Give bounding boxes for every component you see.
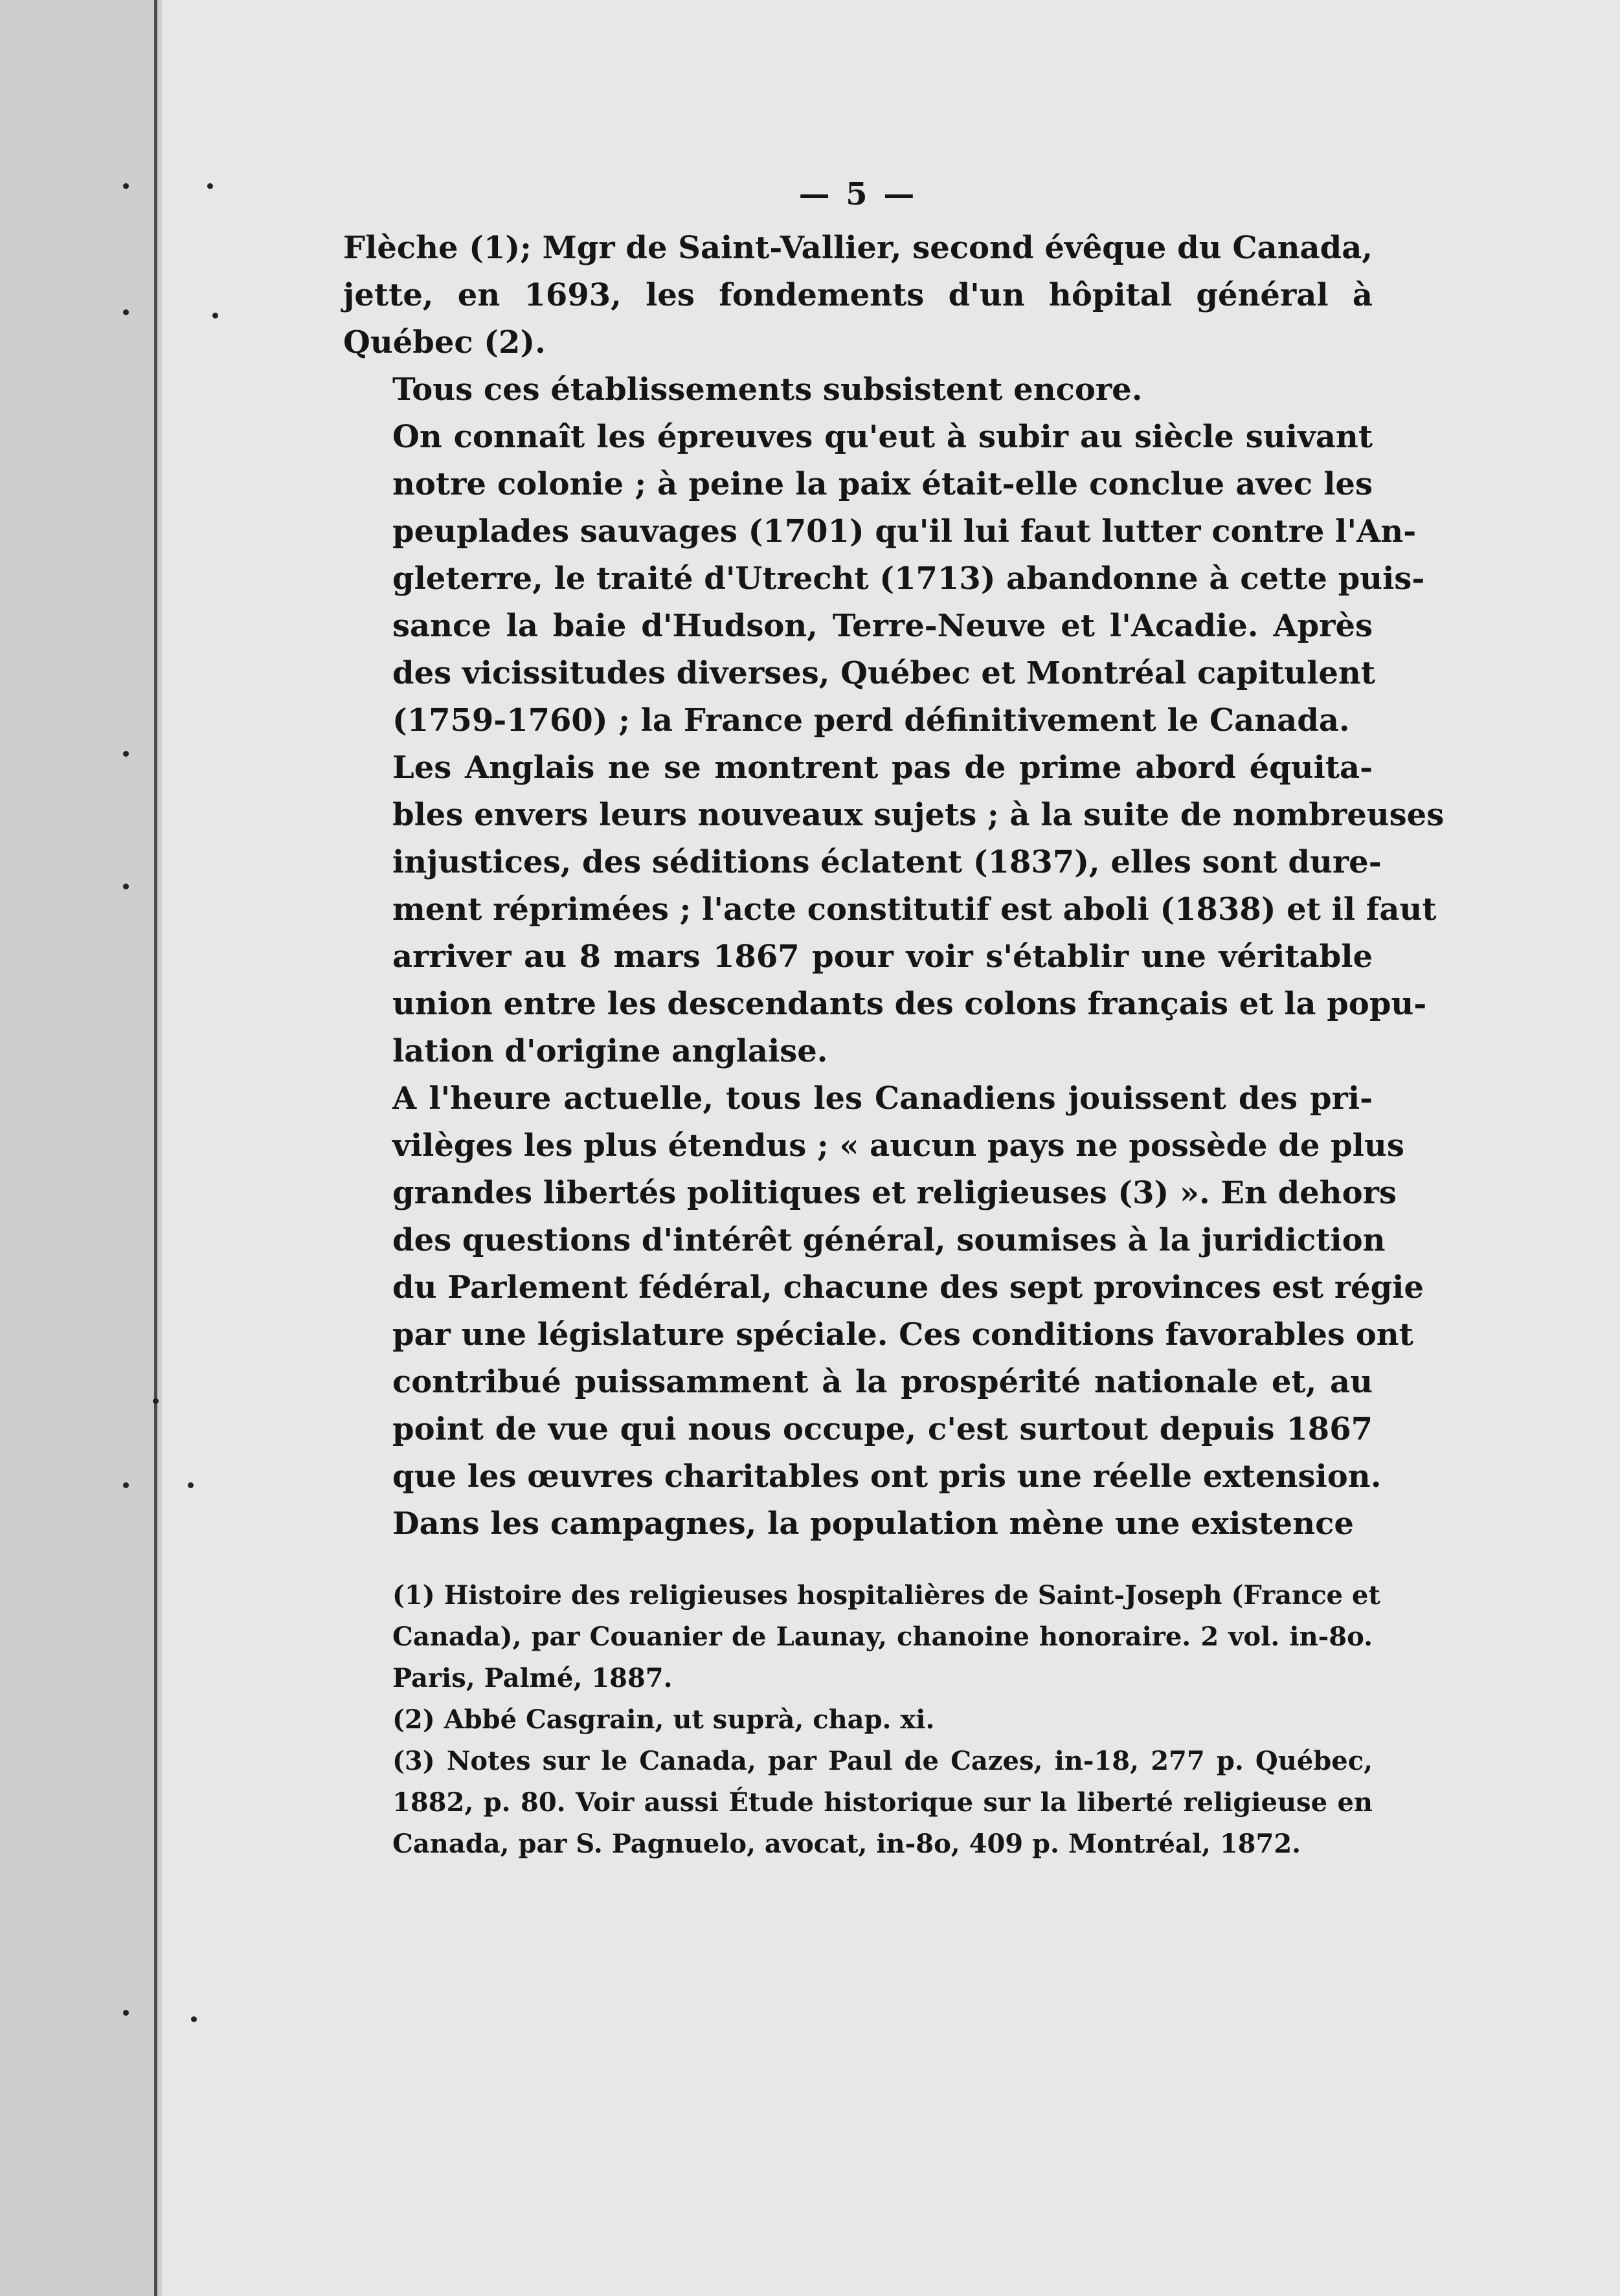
footnote-line: Canada, par S. Pagnuelo, avocat, in-8o, 409 p. Montréal, 1872. (392, 1829, 1301, 1859)
text-line: A l'heure actuelle, tous les Canadiens jouissent des pri- (392, 1080, 1373, 1117)
text-line: peuplades sauvages (1701) qu'il lui faut lutter contre l'An- (392, 513, 1417, 550)
margin-speck (123, 309, 129, 315)
text-line: lation d'origine anglaise. (392, 1033, 828, 1069)
text-line: Tous ces établissements subsistent encore. (392, 372, 1143, 408)
text-line: sance la baie d'Hudson, Terre-Neuve et l'Acadie. Après (392, 608, 1373, 644)
text-line: jette, en 1693, les fondements d'un hôpital général à (343, 277, 1373, 313)
footnote-line: Canada), par Couanier de Launay, chanoine honoraire. 2 vol. in-8o. (392, 1622, 1373, 1652)
footnote-line: (1) Histoire des religieuses hospitalières de Saint-Joseph (France et (392, 1580, 1380, 1611)
footnote (343, 1741, 1373, 1865)
margin-speck (123, 183, 129, 189)
text-line: des vicissitudes diverses, Québec et Montréal capitulent (392, 655, 1375, 691)
margin-speck (191, 2016, 197, 2022)
paragraph (343, 744, 1445, 1075)
text-line: du Parlement fédéral, chacune des sept provinces est régie (392, 1269, 1424, 1306)
footnote-line: (2) Abbé Casgrain, ut suprà, chap. xi. (392, 1704, 935, 1735)
paragraph (343, 414, 1425, 744)
text-line: grandes libertés politiques et religieuses (3) ». En dehors (392, 1175, 1397, 1211)
paragraph (343, 1075, 1424, 1500)
paragraph (343, 225, 1373, 366)
text-line: contribué puissamment à la prospérité nationale et, au (392, 1364, 1373, 1400)
binding-edge-line (154, 0, 157, 2296)
text-block (343, 172, 1445, 1865)
text-line: notre colonie ; à peine la paix était-elle conclue avec les (392, 466, 1373, 502)
margin-speck (123, 751, 129, 757)
text-line: des questions d'intérêt général, soumises à la juridiction (392, 1222, 1386, 1258)
text-line: Québec (2). (343, 324, 546, 361)
text-line: vilèges les plus étendus ; « aucun pays ne possède de plus (392, 1128, 1404, 1164)
text-line: Dans les campagnes, la population mène une existence (392, 1506, 1354, 1542)
margin-speck (207, 183, 213, 189)
text-line: On connaît les épreuves qu'eut à subir au siècle suivant (392, 419, 1373, 455)
text-line: union entre les descendants des colons français et la popu- (392, 986, 1427, 1022)
text-line: Les Anglais ne se montrent pas de prime abord équita- (392, 750, 1373, 786)
text-line: injustices, des séditions éclatent (1837), elles sont dure- (392, 844, 1382, 880)
margin-speck (123, 1482, 129, 1488)
paragraph (343, 1500, 1373, 1548)
margin-speck (123, 2010, 129, 2016)
text-line: gleterre, le traité d'Utrecht (1713) abandonne à cette puis- (392, 561, 1425, 597)
footnote-line: 1882, p. 80. Voir aussi Étude historique sur la liberté religieuse en (392, 1787, 1373, 1818)
text-line: ment réprimées ; l'acte constitutif est aboli (1838) et il faut (392, 891, 1437, 928)
footnote-line: (3) Notes sur le Canada, par Paul de Cazes, in-18, 277 p. Québec, (392, 1746, 1373, 1776)
text-line: (1759-1760) ; la France perd définitivement le Canada. (392, 702, 1350, 739)
text-line: bles envers leurs nouveaux sujets ; à la suite de nombreuses (392, 797, 1445, 833)
footnote-line: Paris, Palmé, 1887. (392, 1663, 673, 1693)
footnotes (343, 1575, 1380, 1865)
text-line: Flèche (1); Mgr de Saint-Vallier, second évêque du Canada, (343, 230, 1373, 266)
page-number: — 5 — (798, 176, 917, 212)
margin-speck (123, 884, 129, 889)
margin-speck (153, 1398, 159, 1404)
footnote (343, 1575, 1380, 1699)
text-line: arriver au 8 mars 1867 pour voir s'établir une véritable (392, 939, 1373, 975)
body-text (343, 225, 1445, 1548)
text-line: que les œuvres charitables ont pris une réelle extension. (392, 1458, 1382, 1495)
text-line: par une législature spéciale. Ces conditions favorables ont (392, 1317, 1413, 1353)
paragraph (343, 366, 1373, 414)
margin-speck (212, 313, 218, 318)
scan-left-margin (0, 0, 162, 2296)
margin-speck (188, 1482, 194, 1488)
footnote (343, 1699, 1373, 1741)
text-line: point de vue qui nous occupe, c'est surtout depuis 1867 (392, 1411, 1373, 1447)
